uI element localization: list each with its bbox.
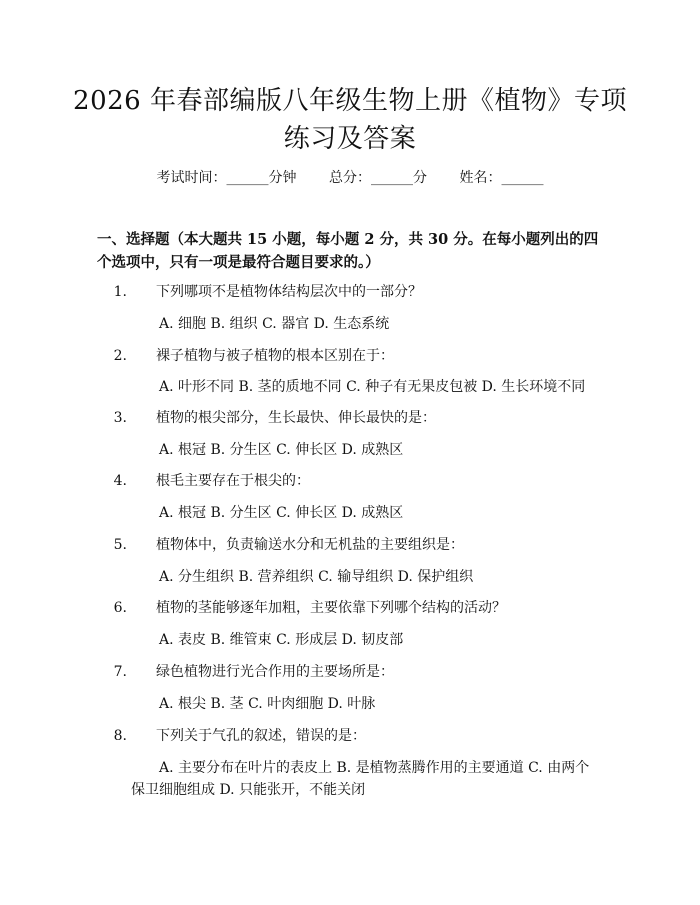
question-number: 8. xyxy=(113,728,127,744)
question-2-options: A. 叶形不同 B. 茎的质地不同 C. 种子有无果皮包被 D. 生长环境不同 xyxy=(159,379,586,395)
question-8-options: A. 主要分布在叶片的表皮上 B. 是植物蒸腾作用的主要通道 C. 由两个保卫细胞组成 D. 只能张开，不能关闭 xyxy=(131,760,590,798)
question-text: 下列哪项不是植物体结构层次中的一部分？ xyxy=(156,284,422,300)
question-text: 根毛主要存在于根尖的： xyxy=(156,473,310,489)
exam-info-line xyxy=(0,168,700,188)
question-1-options: A. 细胞 B. 组织 C. 器官 D. 生态系统 xyxy=(159,316,390,332)
question-5 xyxy=(97,535,617,555)
question-4 xyxy=(97,471,617,491)
question-number: 6. xyxy=(113,600,127,616)
question-text: 植物的根尖部分，生长最快、伸长最快的是： xyxy=(156,410,436,426)
question-3 xyxy=(97,408,617,428)
question-number: 3. xyxy=(113,410,127,426)
question-text: 裸子植物与被子植物的根本区别在于： xyxy=(156,348,394,364)
question-number: 4. xyxy=(113,473,127,489)
question-number: 7. xyxy=(113,664,127,680)
question-text: 植物体中，负责输送水分和无机盐的主要组织是： xyxy=(156,537,464,553)
question-4-options: A. 根冠 B. 分生区 C. 伸长区 D. 成熟区 xyxy=(159,505,404,521)
question-number: 5. xyxy=(113,537,127,553)
question-text: 植物的茎能够逐年加粗，主要依靠下列哪个结构的活动？ xyxy=(156,600,506,616)
question-text: 绿色植物进行光合作用的主要场所是： xyxy=(156,664,394,680)
question-number: 1. xyxy=(113,284,127,300)
total-score-field: 总分：______分 xyxy=(329,170,427,186)
question-2 xyxy=(97,346,617,366)
exam-time-field: 考试时间：______分钟 xyxy=(156,170,297,186)
question-7-options: A. 根尖 B. 茎 C. 叶肉细胞 D. 叶脉 xyxy=(159,696,376,712)
question-6 xyxy=(97,598,617,618)
question-text: 下列关于气孔的叙述，错误的是： xyxy=(156,728,366,744)
section-heading: 一、选择题（本大题共 15 小题，每小题 2 分，共 30 分。在每小题列出的四个选项中，只有一项是最符合题目要求的。） xyxy=(97,231,599,271)
question-5-options: A. 分生组织 B. 营养组织 C. 输导组织 D. 保护组织 xyxy=(159,569,474,585)
student-name-field: 姓名：______ xyxy=(459,170,544,186)
question-1 xyxy=(97,282,617,302)
question-number: 2. xyxy=(113,348,127,364)
document-title: 2026 年春部编版八年级生物上册《植物》专项练习及答案 xyxy=(73,86,627,154)
question-3-options: A. 根冠 B. 分生区 C. 伸长区 D. 成熟区 xyxy=(159,442,404,458)
question-8 xyxy=(97,726,617,746)
question-6-options: A. 表皮 B. 维管束 C. 形成层 D. 韧皮部 xyxy=(159,632,404,648)
question-7 xyxy=(97,662,617,682)
